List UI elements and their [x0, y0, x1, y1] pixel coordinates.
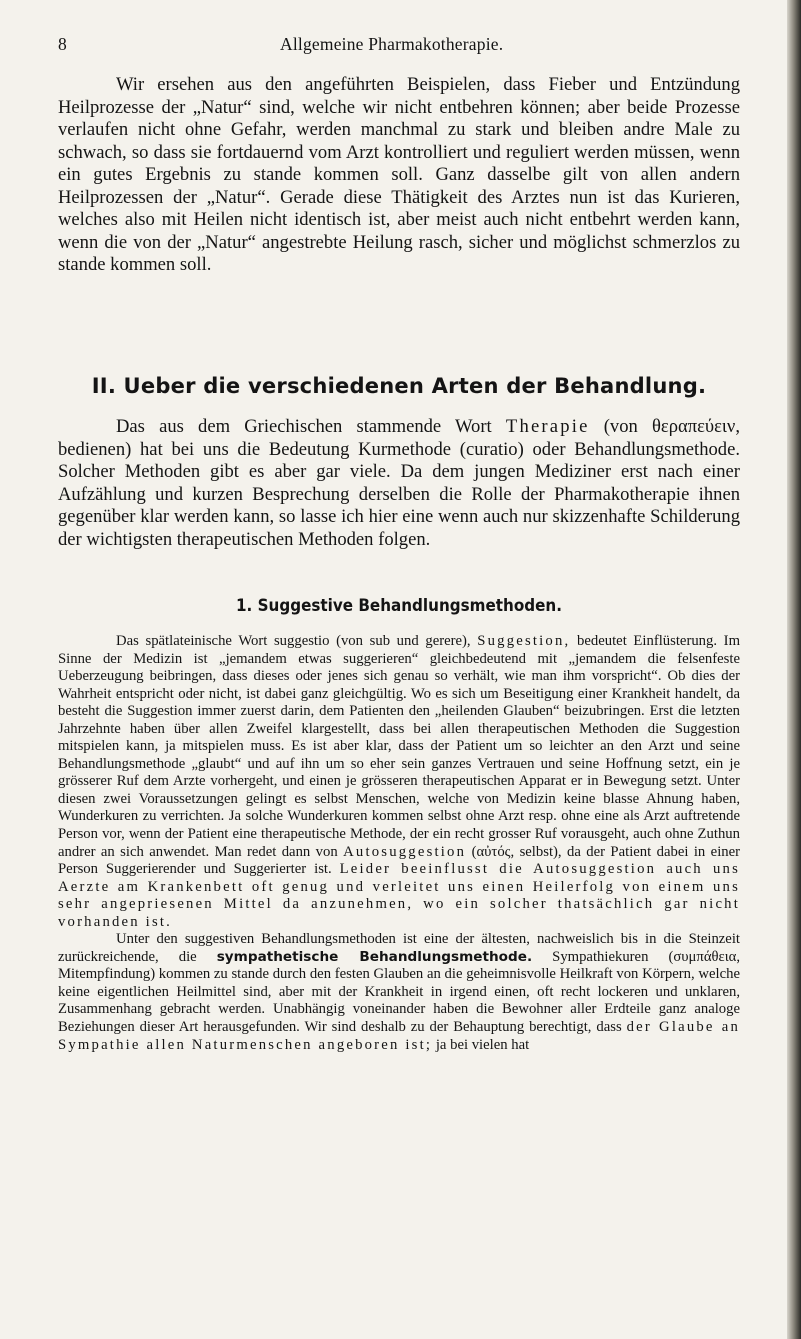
intro-paragraph: Wir ersehen aus den angeführten Beispielen, dass Fieber und Entzündung Heilprozesse der „Natur“ sind, welche wir nicht entbehren können; aber beide Prozesse verlaufen nicht ohne Gefahr, werden manchmal zu stark und bleiben andre Male zu schwach, so dass sie fortdauernd vom Arzt kontrolliert und reguliert werden müssen, wenn ein gutes Ergebnis zu stande kommen soll. Ganz dasselbe gilt von allen andern Heilprozessen der „Natur“. Gerade diese Thätigkeit des Arztes nun ist das Kurieren, welches also mit Heilen nicht identisch ist, aber meist auch nicht entbehrt werden kann, wenn die von der „Natur“ angestrebte Heilung rasch, sicher und möglichst schmerzlos zu stande kommen soll.	[58, 74, 740, 275]
term-therapie: Therapie	[505, 416, 590, 437]
sympathy-part-3: ja bei vielen hat	[435, 1036, 530, 1053]
page-number: 8	[58, 34, 67, 54]
suggestion-part-1: Das spätlateinische Wort suggestio (von sub und gerere),	[116, 633, 471, 649]
suggestion-part-2: bedeutet Einflüsterung. Im Sinne der Medizin ist „jemandem etwas suggerieren“ gleichbedeutend mit „jemandem die felsenfeste Ueberzeugung beibringen, dass dieses oder jenes sich genau so verhält, wie man ihm vorspricht“. Ob dies der Wahrheit entspricht oder nicht, ist dabei ganz gleichgültig. Wo es sich um Beseitigung einer Krankheit handelt, da besteht die Suggestion immer zuerst darin, dem Patienten den „heilenden Glauben“ beizubringen. Erst die letzten Jahrzehnte haben über allen Zweifel klargestellt, dass bei allen therapeutischen Methoden die Suggestion mitspielen kann, ja mitspielen muss. Es ist aber klar, dass der Patient um so leichter an den Arzt und seine Behandlungsmethode „glaubt“ und auf ihn um so eher sein ganzes Vertrauen und seine Hoffnung setzt, ein je grösserer Ruf dem Arzte vorhergeht, und einen je grösseren therapeutischen Apparat er in Bewegung setzt. Unter diesen zwei Voraussetzungen gelingt es selbst Menschen, welche von Medizin keine blasse Ahnung haben, Wunderkuren zu verrichten. Ja solche Wunderkuren kommen selbst ohne Arzt resp. ohne eine als Arzt auftretende Person vor, wenn der Patient eine therapeutische Methode, der ein recht grosser Ruf vorausgeht, auch ohne Zuthun andrer an sich anwendet. Man redet dann von	[58, 633, 740, 860]
suggestion-part-3: (αὐτός, selbst), da der Patient dabei in einer Person Suggerierender und Suggerierter ist.	[58, 843, 741, 878]
term-autosuggestion: Autosuggestion	[343, 843, 467, 860]
page-edge-shadow	[787, 0, 801, 1339]
subsection-heading: 1. Suggestive Behandlungsmethoden.	[235, 596, 562, 615]
spaced-emphasis-phrase: der Glaube an Sympathie allen Naturmenschen angeboren ist;	[58, 1019, 740, 1053]
small-print-block	[58, 633, 740, 1054]
section-paragraph-start: Das aus dem Griechischen stammende Wort	[116, 416, 492, 437]
term-sympathetic-method: sympathetische Behandlungsmethode.	[216, 948, 533, 965]
running-title: Allgemeine Pharmakotherapie.	[280, 34, 504, 54]
running-header	[58, 34, 738, 58]
section-heading: II. Ueber die verschiedenen Arten der Behandlung.	[91, 374, 707, 399]
spaced-emphasis-sentence: Leider beeinflusst die Autosuggestion auch uns Aerzte am Krankenbett oft genug und verleitet uns einen Heilerfolg von einem uns sehr angepriesenen Mittel da anzunehmen, wo ein solcher thatsächlich gar nicht vorhanden ist.	[58, 861, 740, 930]
sympathy-part-1: Unter den suggestiven Behandlungsmethoden ist eine der ältesten, nachweislich bis in die Steinzeit zurückreichende, die	[58, 931, 740, 965]
sympathy-part-2: Sympathiekuren (συμπάθεια, Mitempfindung) kommen zu stande durch den festen Glauben an die geheimnisvolle Heilkraft von Körpern, welche keine eigentlichen Heilmittel sind, aber mit der Krankheit in irgend einen, oft recht lockeren und unklaren, Zusammenhang gebracht werden. Unabhängig voneinander haben die Bewohner aller Erdteile ganz analoge Beziehungen dieser Art herausgefunden. Wir sind deshalb zu der Behauptung berechtigt, dass	[58, 948, 741, 1036]
section-paragraph	[58, 416, 740, 551]
term-suggestion: Suggestion,	[477, 633, 571, 649]
section-text-block	[58, 416, 740, 551]
sympathy-paragraph	[58, 931, 740, 1054]
intro-text-block	[58, 74, 740, 277]
section-paragraph-rest: (von θεραπεύειν, bedienen) hat bei uns die Bedeutung Kurmethode (curatio) oder Behandlungsmethode. Solcher Methoden gibt es aber gar viele. Da dem jungen Mediziner erst nach einer Aufzählung und kurzen Besprechung derselben die Rolle der Pharmakotherapie ihnen gegenüber klar werden kann, so lasse ich hier eine wenn auch nur skizzenhafte Schilderung der wichtigsten therapeutischen Methoden folgen.	[58, 416, 740, 550]
suggestion-paragraph	[58, 633, 740, 931]
